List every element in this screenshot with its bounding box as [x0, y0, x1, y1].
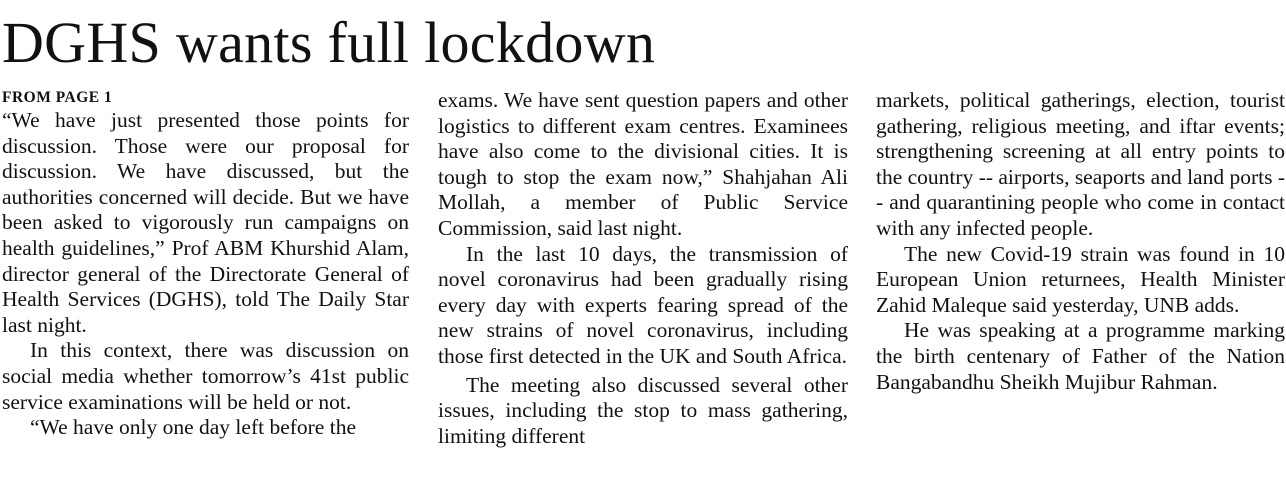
- paragraph: The meeting also discussed several other issues, including the stop to mass gathering, limiting different: [438, 372, 848, 448]
- continuation-kicker: FROM PAGE 1: [2, 89, 113, 106]
- headline: DGHS wants full lockdown: [2, 10, 656, 75]
- paragraph: markets, political gatherings, election, tourist gathering, religious meeting, and iftar events; strengthening screening at all entry points to the country -- airports, seaports and land ports -- and quarantining people who come in contact with any infected people.: [876, 88, 1285, 240]
- paragraph: “We have only one day left before the: [30, 415, 356, 440]
- paragraph: In this context, there was discussion on social media whether tomorrow’s 41st public service examinations will be held or not.: [2, 338, 409, 414]
- article-column-3: [876, 88, 1285, 395]
- paragraph: In the last 10 days, the transmission of novel coronavirus had been gradually rising every day with experts fearing spread of the new strains of novel coronavirus, including those first detected in the UK and South Africa.: [438, 241, 848, 368]
- paragraph: “We have just presented those points for discussion. Those were our proposal for discussion. We have discussed, but the authorities concerned will decide. But we have been asked to vigorously run campaigns on health guidelines,” Prof ABM Khurshid Alam, director general of the Directorate General of Health Services (DGHS), told The Daily Star last night.: [2, 108, 409, 337]
- paragraph: The new Covid-19 strain was found in 10 European Union returnees, Health Minister Zahid Maleque said yesterday, UNB adds.: [876, 241, 1285, 317]
- article-column-2: [438, 88, 848, 449]
- paragraph: exams. We have sent question papers and other logistics to different exam centres. Examinees have also come to the divisional cities. It is tough to stop the exam now,” Shahjahan Ali Mollah, a member of Public Service Commission, said last night.: [438, 88, 848, 240]
- article-column-1: [2, 88, 409, 441]
- paragraph: He was speaking at a programme marking the birth centenary of Father of the Nation Bangabandhu Sheikh Mujibur Rahman.: [876, 318, 1285, 394]
